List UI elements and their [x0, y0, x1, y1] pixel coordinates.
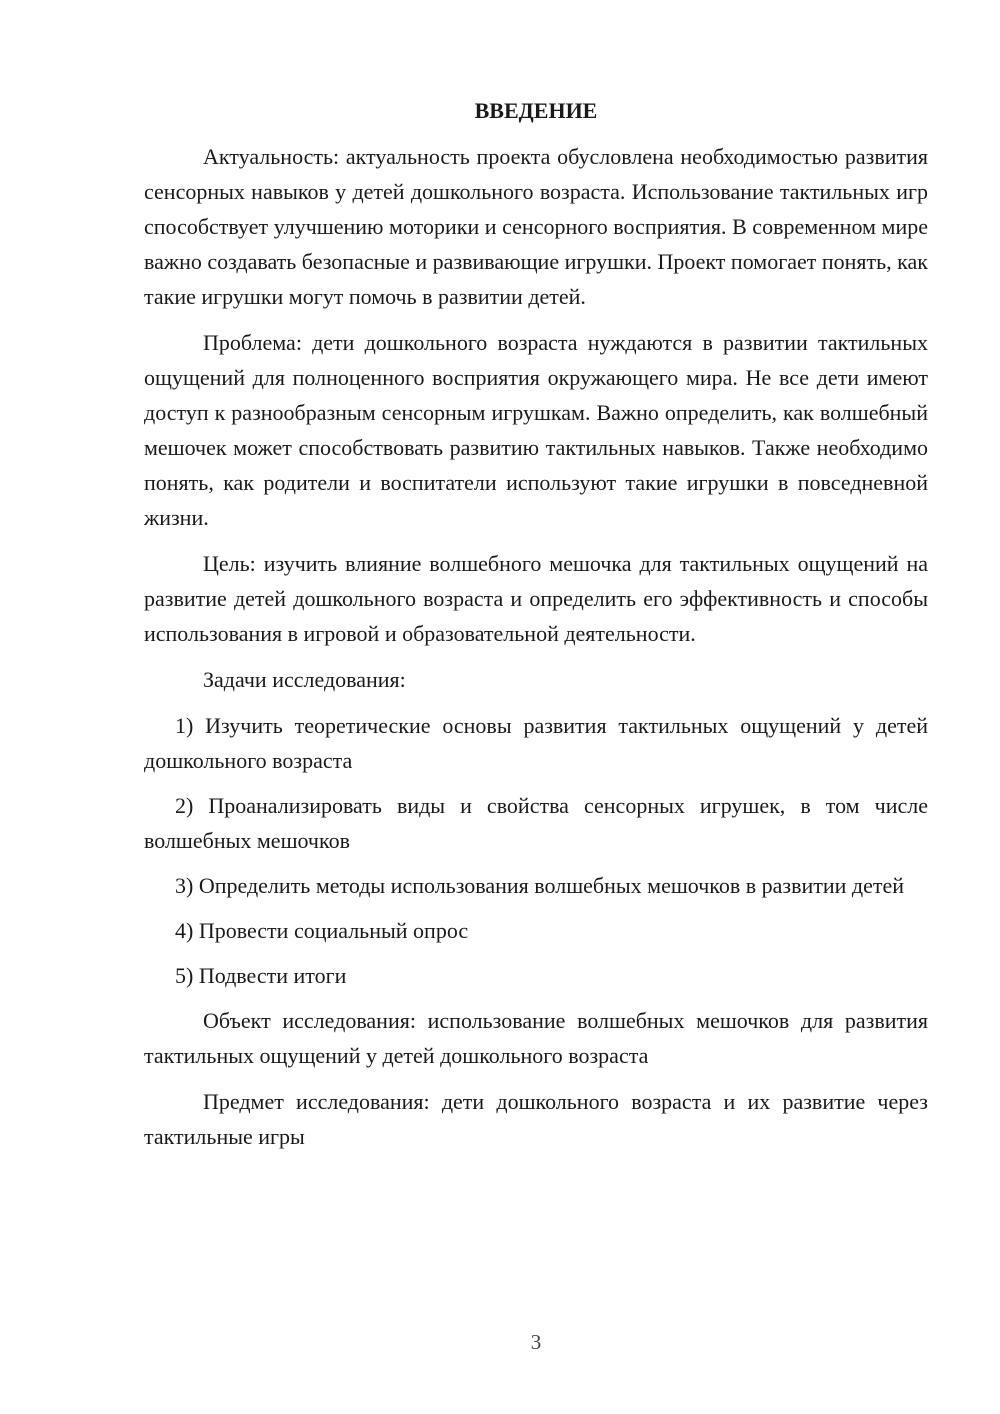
list-item: 1) Изучить теоретические основы развития тактильных ощущений у детей дошкольного возраста	[144, 713, 928, 773]
problem-paragraph: Проблема: дети дошкольного возраста нуждаются в развитии тактильных ощущений для полноценного восприятия окружающего мира. Не все дети имеют доступ к разнообразным сенсорным игрушкам. Важно определить, как волшебный мешочек может способствовать развитию тактильных навыков. Также необходимо понять, как родители и воспитатели используют такие игрушки в повседневной жизни.	[144, 330, 928, 530]
goal-paragraph: Цель: изучить влияние волшебного мешочка для тактильных ощущений на развитие детей дошкольного возраста и определить его эффективность и способы использования в игровой и образовательной деятельности.	[144, 551, 928, 646]
list-item: 2) Проанализировать виды и свойства сенсорных игрушек, в том числе волшебных мешочков	[144, 793, 928, 853]
list-item: 5) Подвести итоги	[175, 963, 347, 988]
tasks-heading: Задачи исследования:	[203, 667, 406, 692]
page-number: 3	[530, 1330, 542, 1354]
list-item: 4) Провести социальный опрос	[175, 918, 469, 943]
document-page	[144, 94, 928, 1165]
object-paragraph: Объект исследования: использование волшебных мешочков для развития тактильных ощущений у детей дошкольного возраста	[144, 1008, 928, 1068]
subject-paragraph: Предмет исследования: дети дошкольного возраста и их развитие через тактильные игры	[144, 1089, 928, 1149]
relevance-paragraph: Актуальность: актуальность проекта обусловлена необходимостью развития сенсорных навыков у детей дошкольного возраста. Использование тактильных игр способствует улучшению моторики и сенсорного восприятия. В современном мире важно создавать безопасные и развивающие игрушки. Проект помогает понять, как такие игрушки могут помочь в развитии детей.	[144, 144, 928, 309]
list-item: 3) Определить методы использования волшебных мешочков в развитии детей	[175, 873, 905, 898]
page-title: ВВЕДЕНИЕ	[474, 98, 598, 123]
tasks-list	[144, 708, 928, 993]
